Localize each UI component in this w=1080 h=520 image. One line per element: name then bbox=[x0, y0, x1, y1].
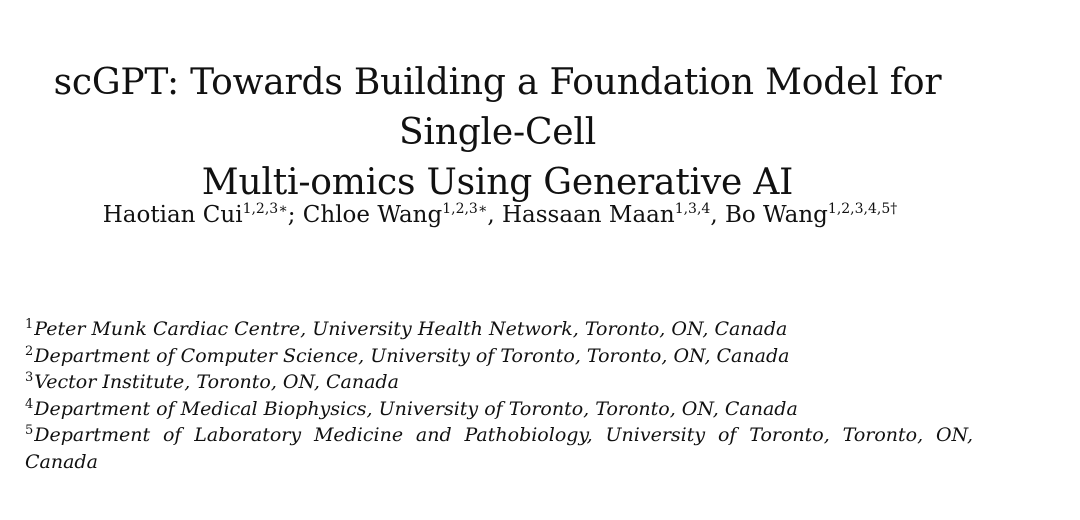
author-name: Chloe Wang bbox=[302, 202, 443, 228]
author-separator: , bbox=[710, 202, 725, 228]
affiliation-text: Peter Munk Cardiac Centre, University Health Network, Toronto, ON, Canada bbox=[34, 318, 788, 340]
author-separator: ; bbox=[287, 202, 303, 228]
author-affiliation-marks: 1,3,4 bbox=[674, 201, 711, 217]
author bbox=[303, 202, 502, 228]
affiliation-item bbox=[25, 316, 973, 343]
author-affiliation-marks: 1,2,3∗ bbox=[242, 201, 288, 217]
author-list bbox=[0, 198, 1000, 232]
author-affiliation-marks: 1,2,3∗ bbox=[442, 201, 488, 217]
affiliation-item bbox=[25, 396, 973, 423]
author-separator: , bbox=[487, 202, 502, 228]
affiliation-number: 2 bbox=[25, 343, 34, 359]
author-name: Haotian Cui bbox=[102, 202, 243, 228]
affiliation-item bbox=[25, 369, 973, 396]
author bbox=[502, 202, 725, 228]
affiliation-number: 5 bbox=[25, 423, 34, 438]
paper-title-line-1: scGPT: Towards Building a Foundation Model for Single-Cell bbox=[53, 62, 942, 153]
affiliation-item bbox=[25, 343, 973, 370]
affiliation-list bbox=[25, 316, 973, 475]
paper-title-line-2: Multi-omics Using Generative AI bbox=[201, 162, 794, 203]
author bbox=[103, 202, 303, 228]
paper-title bbox=[0, 58, 995, 208]
affiliation-number: 1 bbox=[25, 317, 34, 332]
affiliation-text: Vector Institute, Toronto, ON, Canada bbox=[34, 371, 399, 393]
author-affiliation-marks: 1,2,3,4,5† bbox=[827, 201, 898, 217]
affiliation-text: Department of Laboratory Medicine and Pathobiology, University of Toronto, Toronto, ON, Canada bbox=[25, 424, 973, 473]
author-name: Bo Wang bbox=[724, 202, 828, 228]
affiliation-number: 4 bbox=[25, 396, 34, 412]
affiliation-item bbox=[25, 422, 973, 475]
author bbox=[725, 202, 897, 228]
affiliation-text: Department of Computer Science, University of Toronto, Toronto, ON, Canada bbox=[34, 344, 790, 367]
author-name: Hassaan Maan bbox=[501, 202, 675, 228]
affiliation-number: 3 bbox=[25, 370, 34, 385]
affiliation-text: Department of Medical Biophysics, University of Toronto, Toronto, ON, Canada bbox=[34, 397, 798, 420]
